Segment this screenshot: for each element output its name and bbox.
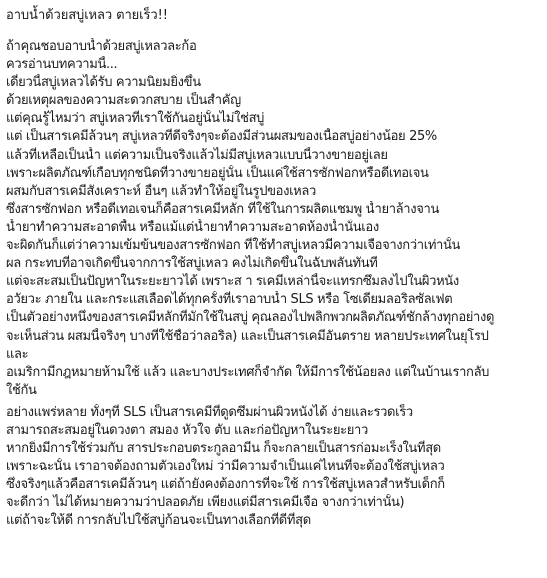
text-line: สามารถสะสมอยู่ในดวงตา สมอง หัวใจ ตับ และก่อปัญหาในระยะยาว xyxy=(6,422,368,438)
text-line: แต่ถ้าจะให้ดี การกลับไปใช้สบู่ก้อนจะเป็นทางเลือกที่ดีที่สุด xyxy=(6,513,311,529)
text-line: ซึ่งสารซักฟอก หรือดีเทอเจนก็คือสารเคมีหลัก ที่ใช้ในการผลิตแชมพู น้ำยาล้างจาน xyxy=(6,201,440,217)
text-line: ผล กระทบที่อาจเกิดขึ้นจากการใช้สบู่เหลว คงไม่เกิดขึ้นในฉับพลันทันที xyxy=(6,256,378,272)
text-line: แล้วที่เหลือเป็นน้ำ แต่ความเป็นจริงแล้วไม่มีสบู่เหลวแบบนี้วางขายอยู่เลย xyxy=(6,147,388,163)
text-line: อวัยวะ ภายใน และกระแสเลือดได้ทุกครั้งที่เราอาบน้ำ SLS หรือ โซเดียมลอริลซัลเฟต xyxy=(6,292,453,308)
text-line: น้ำยาทำความสะอาดพื้น หรือแม้แต่น้ำยาทำความสะอาดห้องน้ำนั่นเอง xyxy=(6,219,379,235)
paragraph-1 xyxy=(6,38,547,400)
text-line: เดี๋ยวนี้สบู่เหลวได้รับ ความนิยมยิ่งขึ้น xyxy=(6,75,201,91)
paragraph-2 xyxy=(6,404,547,531)
text-line: แต่ เป็นสารเคมีล้วนๆ สบู่เหลวที่ดีจริงๆจะต้องมีส่วนผสมของเนื้อสบู่อย่างน้อย 25% xyxy=(6,129,437,145)
post-title: อาบน้ำด้วยสบู่เหลว ตายเร็ว!! xyxy=(6,8,168,23)
text-line: เพราะผลิตภัณฑ์เกือบทุกชนิดที่วางขายอยู่นั้น เป็นแค่ใช้สารซักฟอกหรือดีเทอเจน xyxy=(6,165,429,181)
text-line: และ xyxy=(6,346,29,362)
text-line: อเมริกามีกฎหมายห้ามใช้ แล้ว และบางประเทศก็จำกัด ให้มีการใช้น้อยลง แต่ในบ้านเรากลับ xyxy=(6,364,490,380)
text-line: ใช้กัน xyxy=(6,382,37,398)
text-line: เป็นตัวอย่างหนึ่งของสารเคมีหลักที่มักใช้ในสบู่ คุณลองไปพลิกพวกผลิตภัณฑ์ชักล้างทุกอย่างดู xyxy=(6,310,495,326)
text-line: แต่จะสะสมเป็นปัญหาในระยะยาวได้ เพราะส า รเคมีเหล่านี้จะแทรกซึมลงไปในผิวหนัง xyxy=(6,274,459,290)
text-line: เพราะฉะนั้น เราอาจต้องถามตัวเองใหม่ ว่ามีความจำเป็นแค่ไหนที่จะต้องใช้สบู่เหลว xyxy=(6,459,445,475)
text-line: ผสมกับสารเคมีสังเคราะห์ อื่นๆ แล้วทำให้อยู่ในรูปของเหลว xyxy=(6,183,316,199)
text-line: จะเห็นส่วน ผสมนี้จริงๆ บางที่ใช้ชื่อว่าลอริล) และเป็นสารเคมีอันตราย หลายประเทศในยุโรป xyxy=(6,328,489,344)
text-line: อย่างแพร่หลาย ทั้งๆที่ SLS เป็นสารเคมีที่ดูดซึมผ่านผิวหนังได้ ง่ายและรวดเร็ว xyxy=(6,404,413,420)
text-line: ควรอ่านบทความนี้... xyxy=(6,57,118,73)
text-line: จะดีกว่า ไม่ได้หมายความว่าปลอดภัย เพียงแต่มีสารเคมีเจือ จางกว่าเท่านั้น) xyxy=(6,495,405,511)
text-line: ด้วยเหตุผลของความสะดวกสบาย เป็นสำคัญ xyxy=(6,93,241,109)
text-line: จะผิดกันก็แต่ว่าความเข้มข้นของสารซักฟอก ที่ใช้ทำสบู่เหลวมีความเจือจางกว่าเท่านั้น xyxy=(6,238,461,254)
text-line: หากยิ่งมีการใช้ร่วมกับ สารประกอบตระกูลอามีน ก็จะกลายเป็นสารก่อมะเร็งในที่สุด xyxy=(6,441,441,457)
text-line: ซึ่งจริงๆแล้วคือสารเคมีล้วนๆ แต่ถ้ายังคงต้องการที่จะใช้ การใช้สบู่เหลวสำหรับเด็กก็ xyxy=(6,477,445,493)
text-line: แต่คุณรู้ไหมว่า สบู่เหลวที่เราใช้กันอยู่นั้นไม่ใช่สบู่ xyxy=(6,111,265,127)
text-line: ถ้าคุณชอบอาบน้ำด้วยสบู่เหลวละก้อ xyxy=(6,39,197,54)
